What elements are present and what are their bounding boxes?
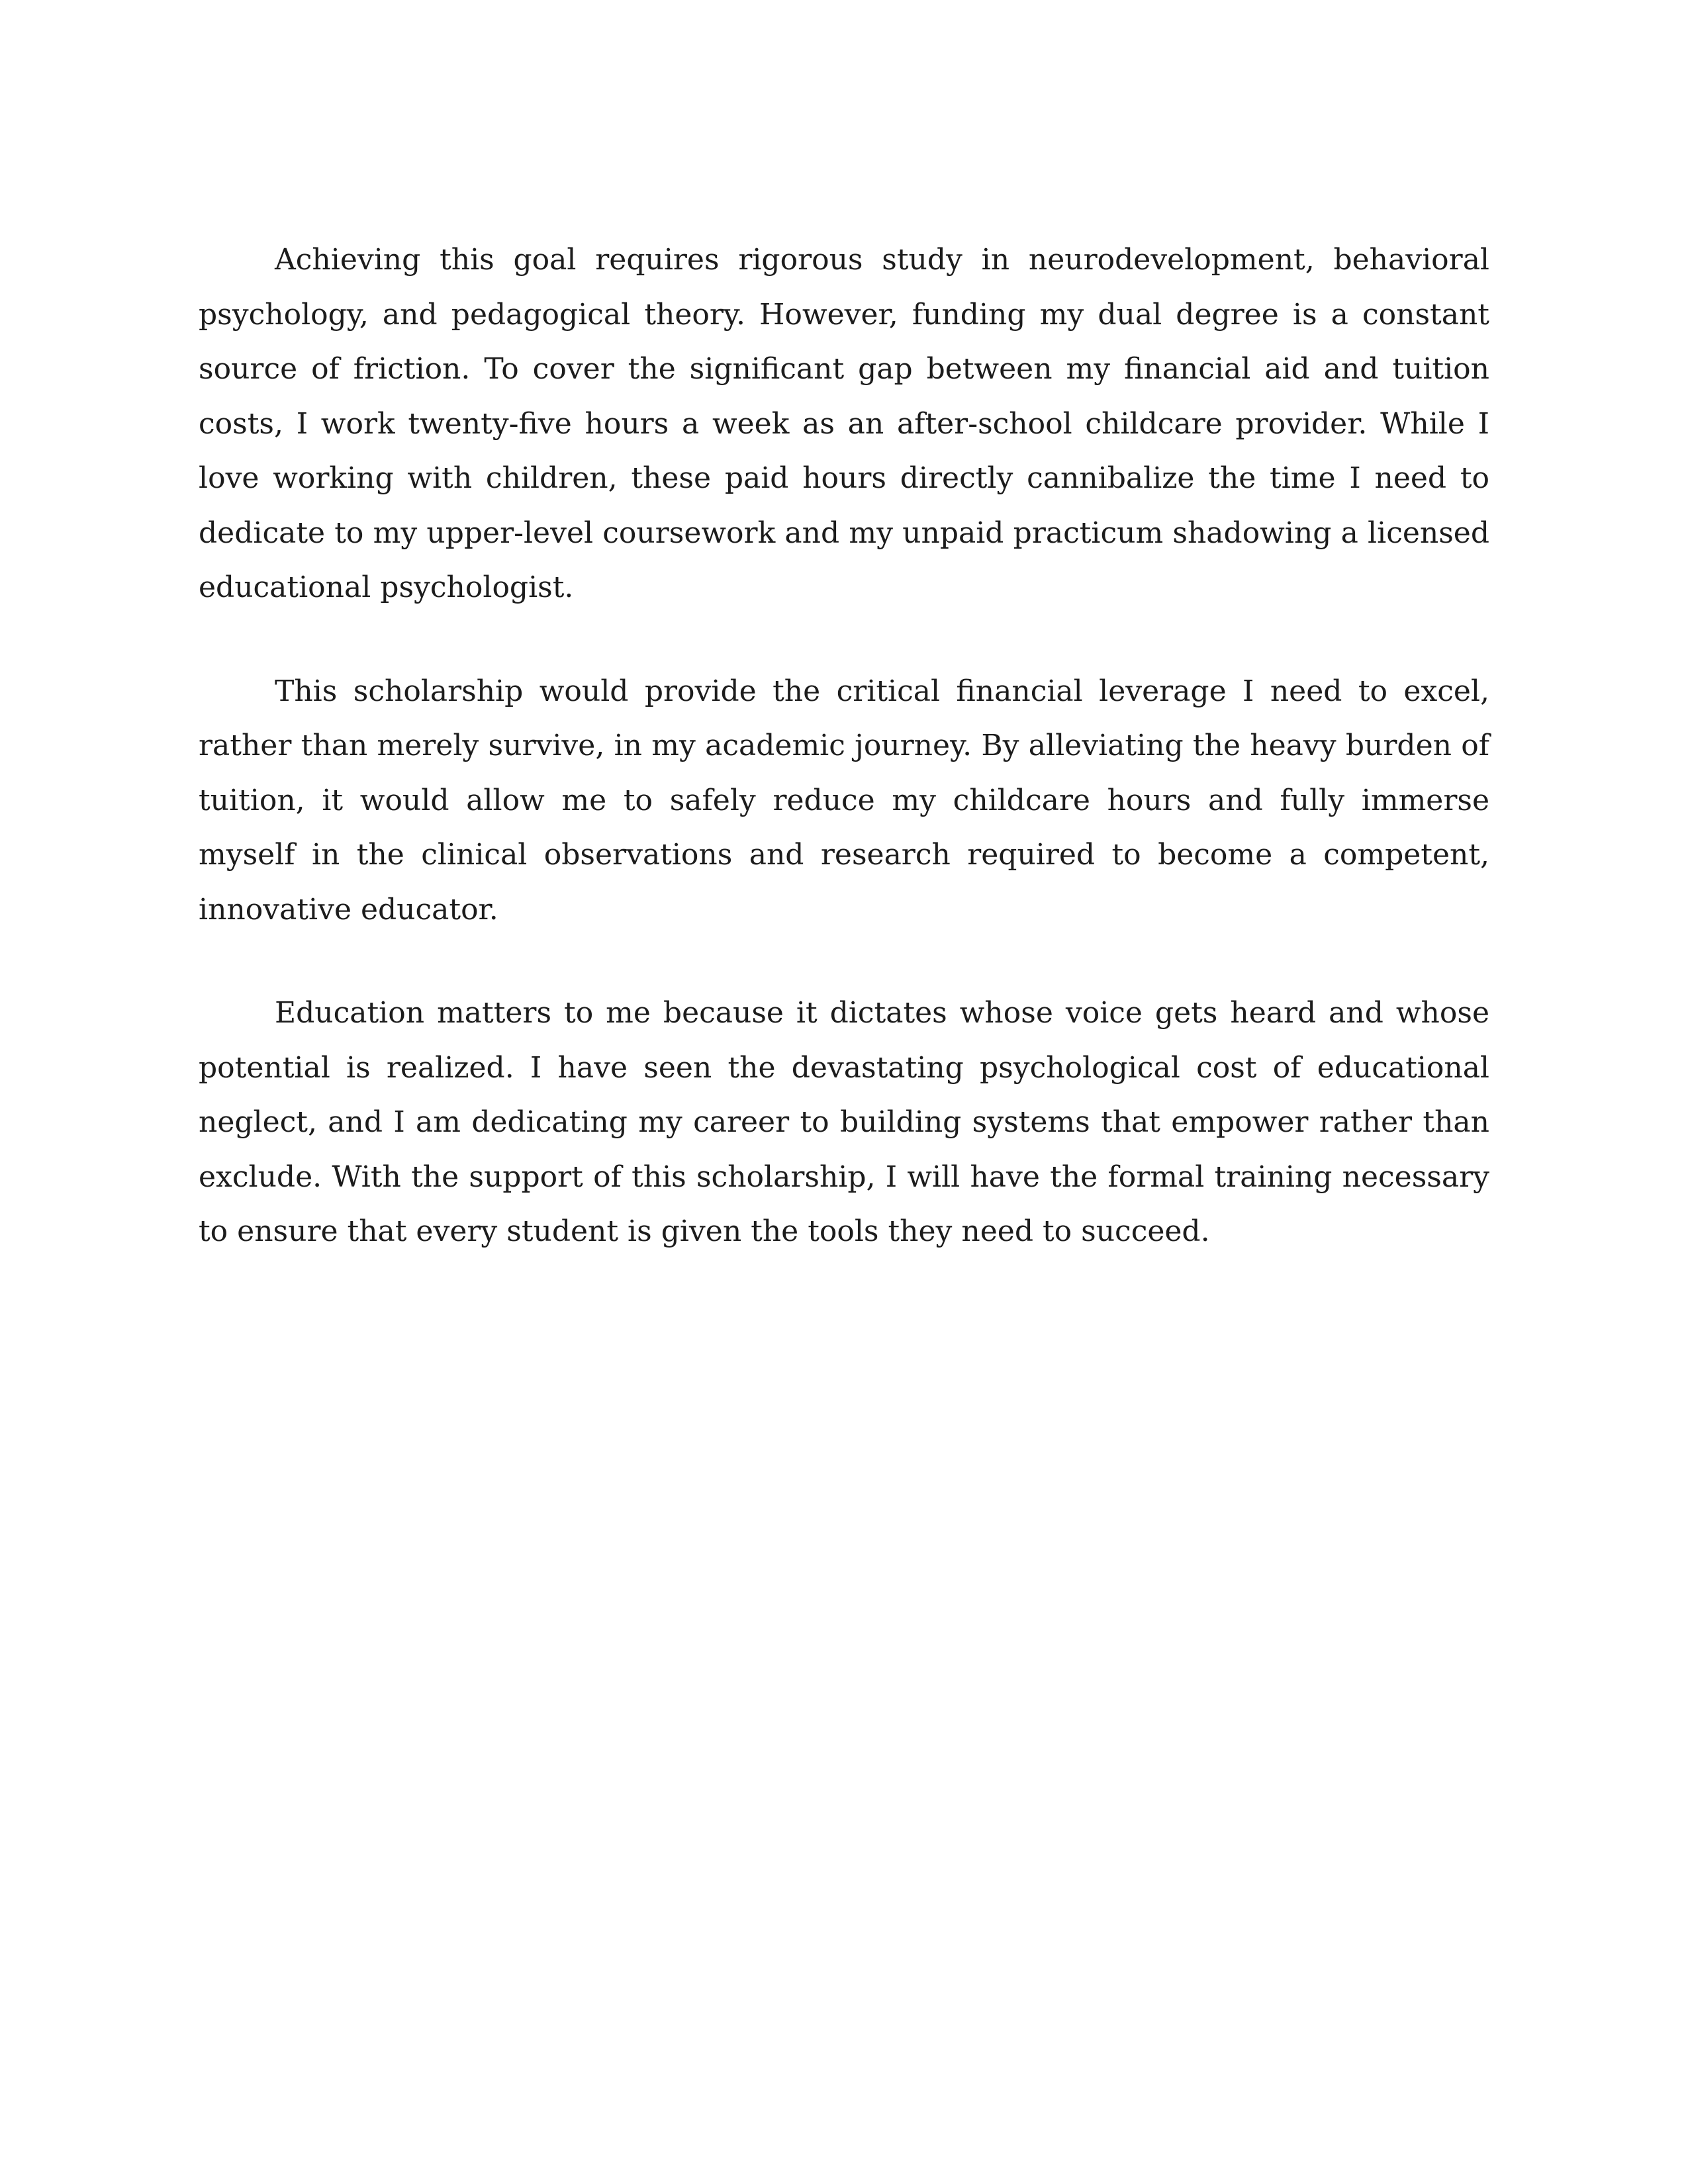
paragraph-funding-challenges: Achieving this goal requires rigorous study in neurodevelopment, behavioral psychology, and pedagogical theory. However, funding my dual degree is a constant source of friction. To cover the significant gap between my financial aid and tuition costs, I work twenty-five hours a week as an after-school childcare provider. While I love working with children, these paid hours directly cannibalize the time I need to dedicate to my upper-level coursework and my unpaid practicum shadowing a licensed educational psychologist. (199, 243, 1489, 604)
paragraph-scholarship-impact: This scholarship would provide the critical financial leverage I need to excel, rather than merely survive, in my academic journey. By alleviating the heavy burden of tuition, it would allow me to safely reduce my childcare hours and fully immerse myself in the clinical observations and research required to become a competent, innovative educator. (199, 674, 1489, 927)
paragraph-why-education-matters: Education matters to me because it dictates whose voice gets heard and whose potential is realized. I have seen the devastating psychological cost of educational neglect, and I am dedicating my career to building systems that empower rather than exclude. With the support of this scholarship, I will have the formal training necessary to ensure that every student is given the tools they need to succeed. (199, 996, 1489, 1248)
essay-body (199, 233, 1489, 1259)
